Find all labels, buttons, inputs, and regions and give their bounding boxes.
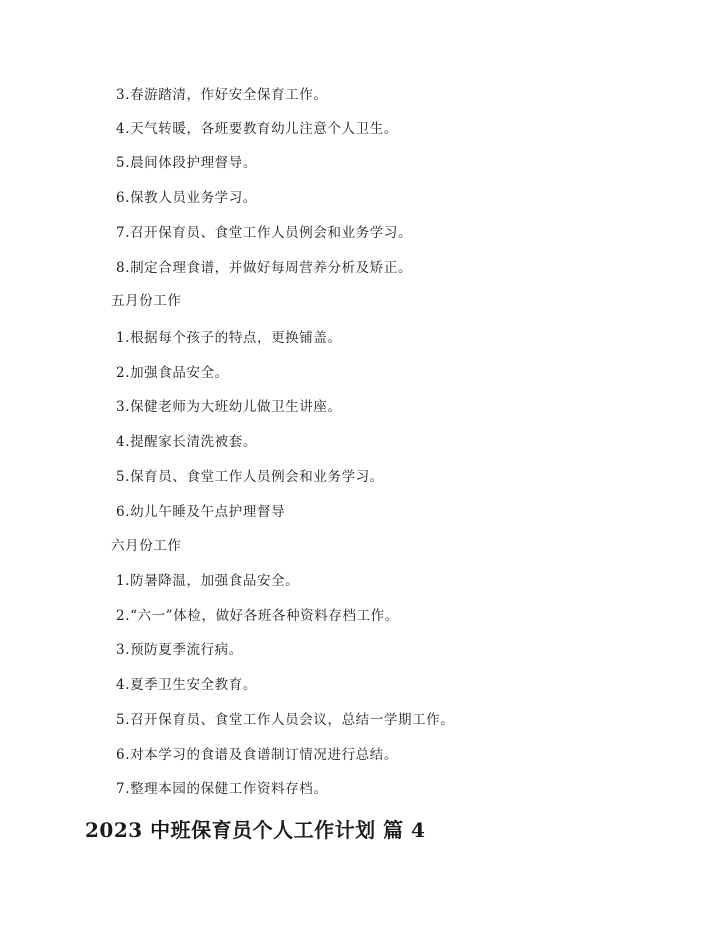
list-item: 2.加强食品安全。 [116,365,229,381]
list-item: 3.预防夏季流行病。 [116,642,243,658]
list-item: 8.制定合理食谱，并做好每周营养分析及矫正。 [116,260,413,276]
list-item: 6.幼儿午睡及午点护理督导 [116,504,286,520]
list-item: 4.夏季卫生安全教育。 [116,677,257,693]
list-item: 3.保健老师为大班幼儿做卫生讲座。 [116,399,342,415]
list-item: 2.“六一”体检，做好各班各种资料存档工作。 [116,608,399,624]
list-item: 7.整理本园的保健工作资料存档。 [116,781,328,797]
list-item: 5.召开保育员、食堂工作人员会议，总结一学期工作。 [116,712,455,728]
list-item: 7.召开保育员、食堂工作人员例会和业务学习。 [116,225,413,241]
list-item: 6.保教人员业务学习。 [116,190,257,206]
list-item: 1.防暑降温，加强食品安全。 [116,573,300,589]
list-item: 6.对本学习的食谱及食谱制订情况进行总结。 [116,747,398,763]
article-heading: 2023 中班保育员个人工作计划 篇 4 [85,818,426,842]
list-item: 3.春游踏清，作好安全保育工作。 [116,87,328,103]
section-title-june: 六月份工作 [111,538,182,554]
list-item: 5.保育员、食堂工作人员例会和业务学习。 [116,469,384,485]
list-item: 5.晨间体段护理督导。 [116,155,257,171]
list-item: 4.天气转暖，各班要教育幼儿注意个人卫生。 [116,121,398,137]
section-title-may: 五月份工作 [111,293,182,309]
list-item: 4.提醒家长清洗被套。 [116,434,257,450]
list-item: 1.根据每个孩子的特点，更换铺盖。 [116,330,342,346]
